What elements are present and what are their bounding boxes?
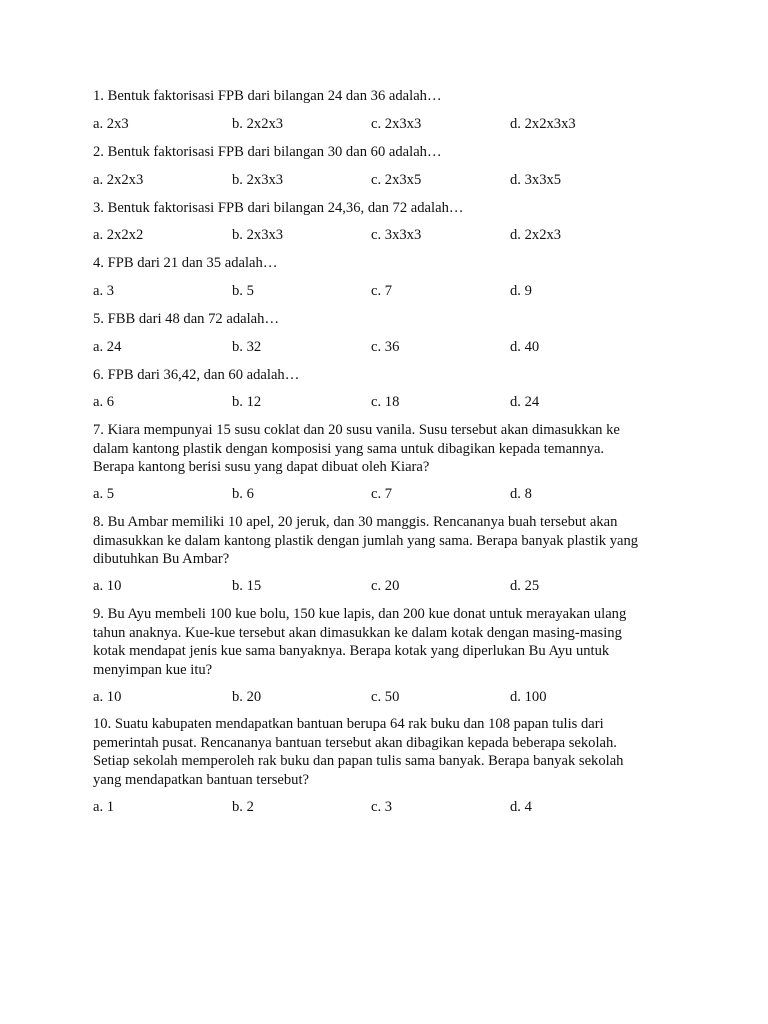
question-7-options [93,485,683,504]
option-c: c. 3x3x3 [371,227,422,243]
option-c: c. 20 [371,578,400,594]
question-8-line-2: dimasukkan ke dalam kantong plastik dengan jumlah yang sama. Berapa banyak plastik yang [93,532,639,549]
question-3-options [93,226,683,245]
option-d: d. 8 [510,486,532,502]
option-a: a. 1 [93,799,115,815]
question-9 [93,605,683,679]
option-d: d. 40 [510,339,540,355]
question-10-options [93,798,683,817]
question-4: 4. FPB dari 21 dan 35 adalah… [93,255,278,271]
question-2: 2. Bentuk faktorisasi FPB dari bilangan 30 dan 60 adalah… [93,144,442,160]
question-10-line-4: yang mendapatkan bantuan tersebut? [93,771,309,788]
option-c: c. 50 [371,689,400,705]
option-d: d. 9 [510,283,532,299]
question-4-options [93,282,683,301]
question-7 [93,421,683,477]
option-a: a. 2x2x3 [93,172,144,188]
question-5-options [93,338,683,357]
option-a: a. 24 [93,339,122,355]
question-1-options [93,115,683,134]
question-5: 5. FBB dari 48 dan 72 adalah… [93,311,280,327]
option-c: c. 7 [371,486,393,502]
option-a: a. 2x3 [93,116,129,132]
question-2-options [93,171,683,190]
question-3: 3. Bentuk faktorisasi FPB dari bilangan 24,36, dan 72 adalah… [93,200,464,216]
option-b: b. 2x2x3 [232,116,284,132]
question-7-line-2: dalam kantong plastik dengan komposisi yang sama untuk dibagikan kepada temannya. [93,440,605,457]
question-8-options [93,577,683,596]
option-c: c. 7 [371,283,393,299]
question-9-line-3: kotak mendapat jenis kue sama banyaknya. Berapa kotak yang diperlukan Bu Ayu untuk [93,643,610,659]
option-d: d. 3x3x5 [510,172,562,188]
question-10-line-2: pemerintah pusat. Rencananya bantuan tersebut akan dibagikan kepada beberapa sekolah. [93,734,617,751]
option-c: c. 36 [371,339,400,355]
option-a: a. 10 [93,689,122,705]
option-b: b. 15 [232,578,262,594]
option-b: b. 32 [232,339,262,355]
option-c: c. 3 [371,799,393,815]
question-6: 6. FPB dari 36,42, dan 60 adalah… [93,367,300,383]
question-7-line-3: Berapa kantong berisi susu yang dapat dibuat oleh Kiara? [93,459,430,475]
option-d: d. 4 [510,799,532,815]
question-10-line-1: 10. Suatu kabupaten mendapatkan bantuan berupa 64 rak buku dan 108 papan tulis dari [93,716,604,732]
option-a: a. 10 [93,578,122,594]
option-b: b. 2 [232,799,254,815]
option-a: a. 2x2x2 [93,227,144,243]
option-b: b. 5 [232,283,254,299]
option-d: d. 2x2x3x3 [510,116,576,132]
option-d: d. 2x2x3 [510,227,562,243]
option-c: c. 2x3x5 [371,172,422,188]
question-6-options [93,393,683,412]
question-9-line-1: 9. Bu Ayu membeli 100 kue bolu, 150 kue lapis, dan 200 kue donat untuk merayakan ulang [93,606,627,622]
question-9-line-2: tahun anaknya. Kue-kue tersebut akan dimasukkan ke dalam kotak dengan masing-masing [93,624,622,641]
question-9-line-4: menyimpan kue itu? [93,661,213,678]
option-d: d. 24 [510,394,540,410]
option-b: b. 20 [232,689,262,705]
option-b: b. 6 [232,486,254,502]
question-8 [93,513,683,569]
option-a: a. 3 [93,283,115,299]
question-9-options [93,688,683,707]
option-b: b. 12 [232,394,262,410]
question-10-line-3: Setiap sekolah memperoleh rak buku dan papan tulis sama banyak. Berapa banyak sekolah [93,753,624,769]
option-c: c. 2x3x3 [371,116,422,132]
question-10 [93,715,683,789]
option-a: a. 5 [93,486,115,502]
question-8-line-3: dibutuhkan Bu Ambar? [93,551,230,567]
option-c: c. 18 [371,394,400,410]
question-8-line-1: 8. Bu Ambar memiliki 10 apel, 20 jeruk, dan 30 manggis. Rencananya buah tersebut akan [93,514,618,530]
question-1: 1. Bentuk faktorisasi FPB dari bilangan 24 dan 36 adalah… [93,88,442,104]
option-b: b. 2x3x3 [232,227,284,243]
option-d: d. 25 [510,578,540,594]
option-d: d. 100 [510,689,547,705]
question-7-line-1: 7. Kiara mempunyai 15 susu coklat dan 20 susu vanila. Susu tersebut akan dimasukkan ke [93,422,620,438]
option-b: b. 2x3x3 [232,172,284,188]
option-a: a. 6 [93,394,115,410]
